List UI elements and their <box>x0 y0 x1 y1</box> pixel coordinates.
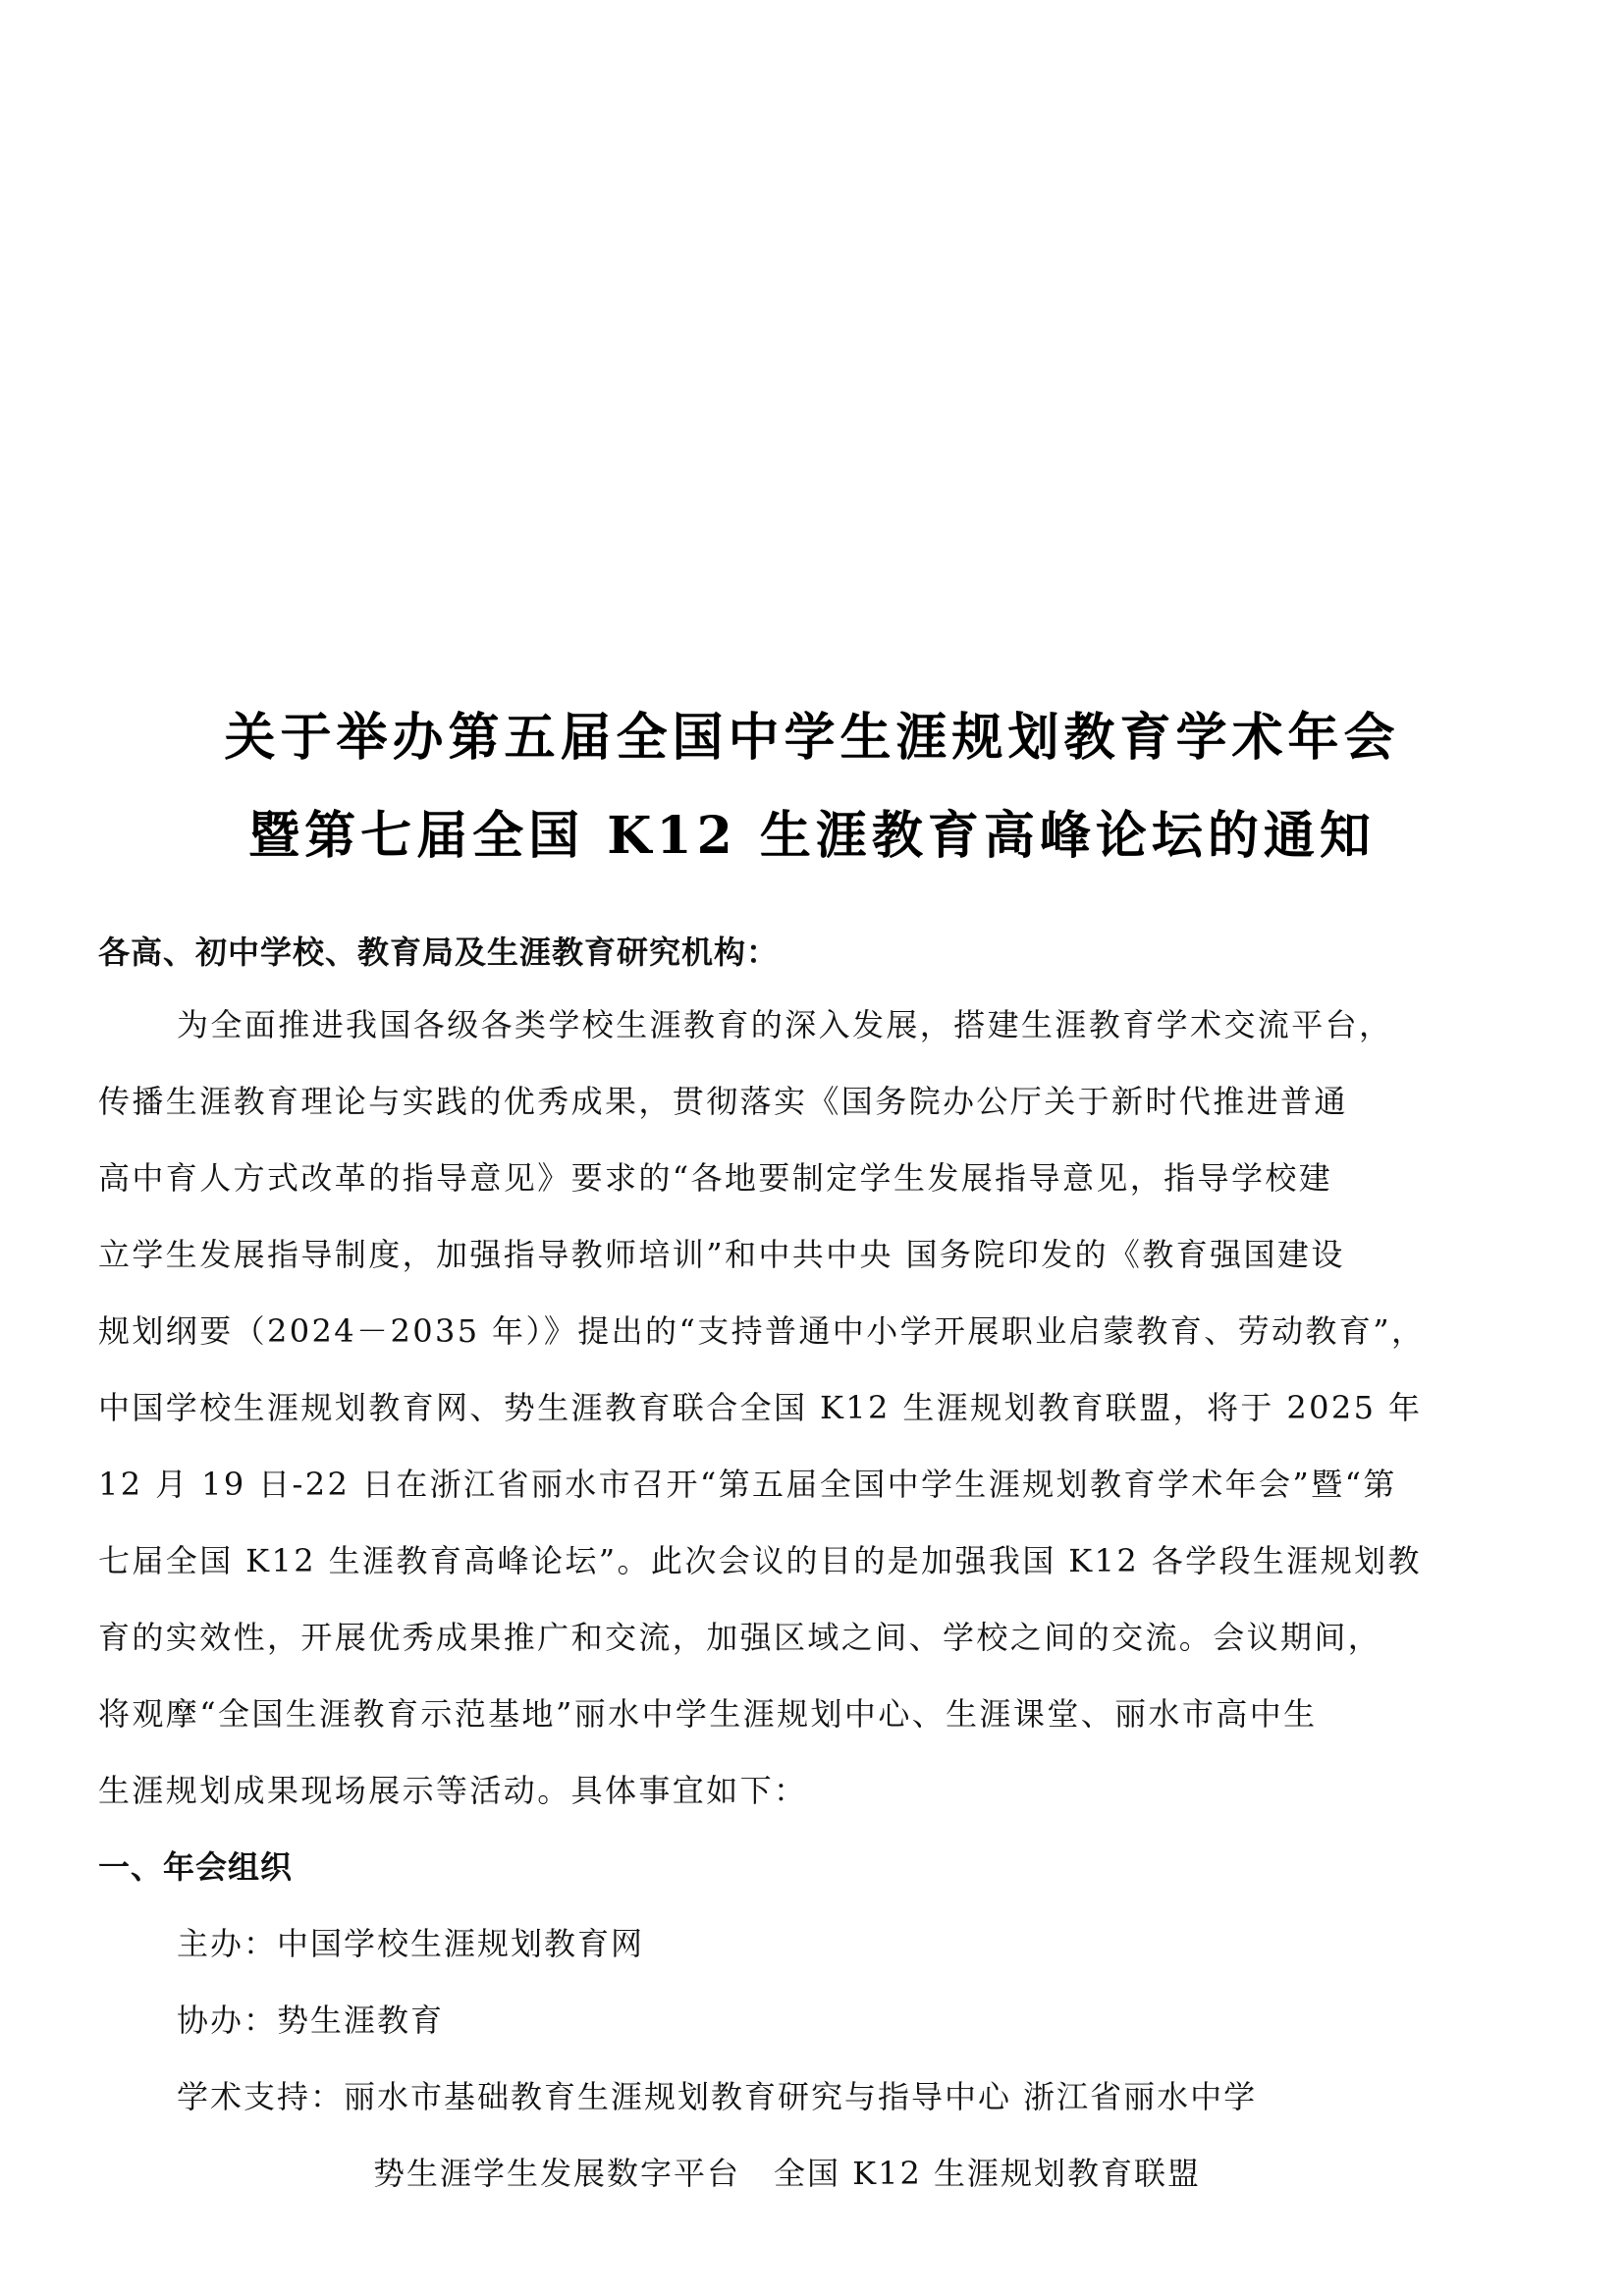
co-organizer-line: 协办：势生涯教育 <box>177 2002 445 2039</box>
section-heading-organization: 一、年会组织 <box>98 1848 294 1886</box>
intro-paragraph-line: 将观摩“全国生涯教育示范基地”丽水中学生涯规划中心、生涯课堂、丽水市高中生 <box>98 1695 1318 1733</box>
academic-support-line-1: 学术支持：丽水市基础教育生涯规划教育研究与指导中心 浙江省丽水中学 <box>177 2078 1258 2115</box>
intro-paragraph-line: 中国学校生涯规划教育网、势生涯教育联合全国 K12 生涯规划教育联盟，将于 2025 年 <box>98 1389 1423 1426</box>
organizer-line: 主办：中国学校生涯规划教育网 <box>177 1925 645 1962</box>
salutation: 各高、初中学校、教育局及生涯教育研究机构： <box>98 934 780 971</box>
intro-paragraph-line: 规划纲要（2024－2035 年）》提出的“支持普通中小学开展职业启蒙教育、劳动教育”， <box>98 1312 1426 1350</box>
intro-paragraph-line: 立学生发展指导制度，加强指导教师培训”和中共中央 国务院印发的《教育强国建设 <box>98 1236 1345 1273</box>
academic-support-line-2: 势生涯学生发展数字平台 全国 K12 生涯规划教育联盟 <box>373 2155 1201 2192</box>
intro-paragraph-line: 为全面推进我国各级各类学校生涯教育的深入发展，搭建生涯教育学术交流平台， <box>177 1006 1393 1043</box>
intro-paragraph-line: 传播生涯教育理论与实践的优秀成果，贯彻落实《国务院办公厅关于新时代推进普通 <box>98 1083 1348 1120</box>
intro-paragraph-line: 生涯规划成果现场展示等活动。具体事宜如下： <box>98 1772 808 1809</box>
document-title-line-1: 关于举办第五届全国中学生涯规划教育学术年会 <box>224 708 1400 768</box>
intro-paragraph-line: 育的实效性，开展优秀成果推广和交流，加强区域之间、学校之间的交流。会议期间， <box>98 1619 1382 1656</box>
intro-paragraph-line: 12 月 19 日-22 日在浙江省丽水市召开“第五届全国中学生涯规划教育学术年会”暨“第 <box>98 1466 1397 1503</box>
intro-paragraph-line: 七届全国 K12 生涯教育高峰论坛”。此次会议的目的是加强我国 K12 各学段生涯规划教 <box>98 1542 1422 1579</box>
intro-paragraph-line: 高中育人方式改革的指导意见》要求的“各地要制定学生发展指导意见，指导学校建 <box>98 1159 1333 1197</box>
document-title-line-2: 暨第七届全国 K12 生涯教育高峰论坛的通知 <box>248 806 1376 866</box>
